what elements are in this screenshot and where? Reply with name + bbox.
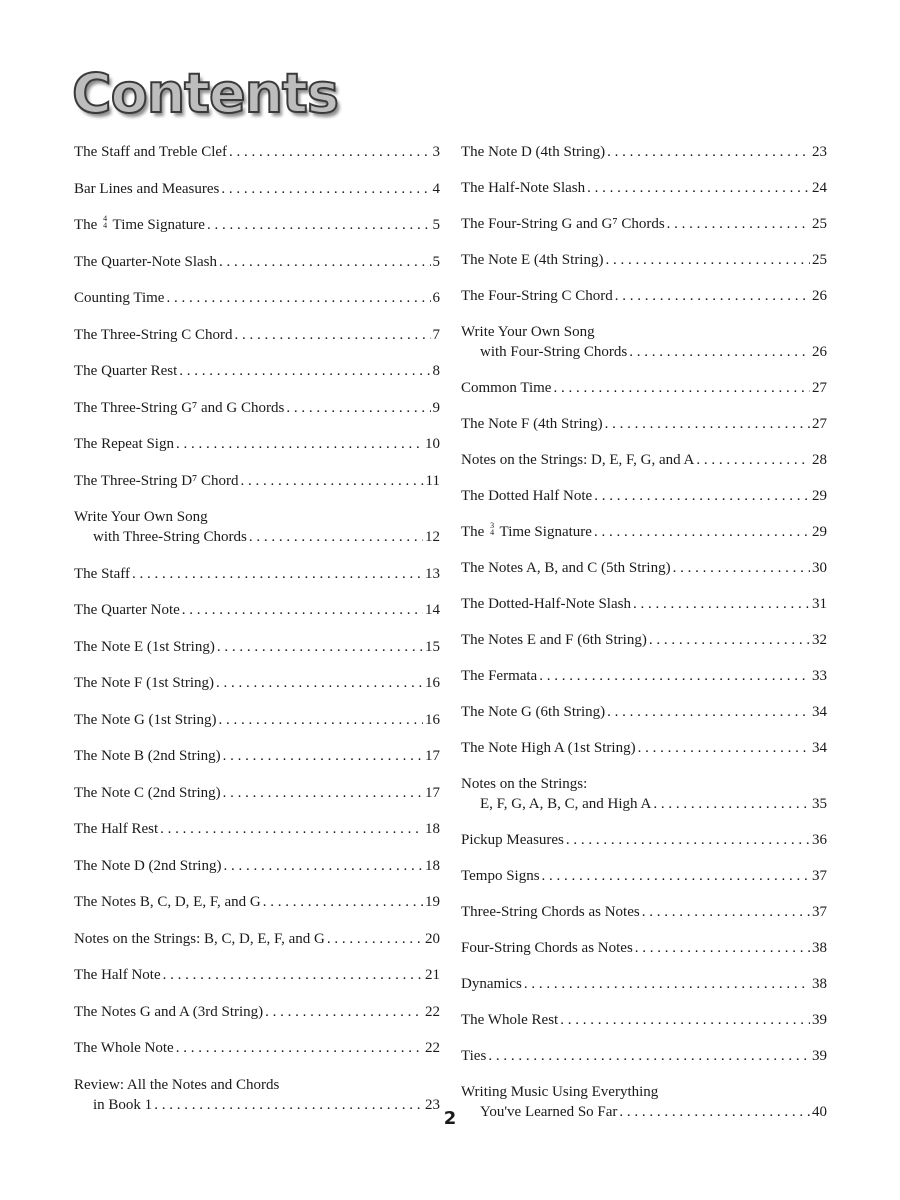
dot-leader	[607, 702, 810, 722]
dot-leader	[629, 342, 810, 362]
toc-entry-title: Counting Time	[74, 290, 165, 306]
dot-leader	[132, 564, 423, 584]
toc-entry[interactable]	[74, 398, 440, 418]
toc-entry[interactable]	[461, 178, 827, 198]
toc-page-number: 30	[812, 560, 827, 576]
dot-leader	[667, 214, 810, 234]
toc-entry-title: The Notes B, C, D, E, F, and G	[74, 894, 261, 910]
toc-entry-title: Bar Lines and Measures	[74, 180, 220, 197]
toc-entry-title: The Quarter Rest	[74, 363, 178, 379]
dot-leader	[587, 178, 810, 198]
toc-page-number: 23	[812, 144, 827, 160]
toc-page-number: 38	[812, 940, 827, 956]
toc-page-number: 16	[425, 711, 440, 728]
toc-entry[interactable]	[74, 600, 440, 620]
toc-page-number: 5	[432, 253, 440, 270]
toc-entry-title: The Half Note	[74, 967, 161, 983]
toc-entry[interactable]	[74, 507, 440, 547]
toc-page-number: 40	[812, 1104, 827, 1120]
dot-leader	[163, 965, 423, 985]
toc-page-number: 32	[812, 632, 827, 648]
dot-leader	[223, 856, 423, 876]
toc-entry-title: The Quarter Note	[74, 602, 180, 618]
toc-page-number: 35	[812, 796, 827, 812]
toc-entry-title: Notes on the Strings:	[461, 776, 588, 792]
toc-entry-title: The 3 4 Time Signature	[461, 521, 592, 540]
dot-leader	[560, 1010, 810, 1030]
toc-entry-title: E, F, G, A, B, C, and High A	[480, 796, 652, 812]
toc-entry-title: The Four-String C Chord	[461, 288, 613, 304]
toc-entry-title: You've Learned So Far	[480, 1104, 618, 1120]
toc-entry-title: The Quarter-Note Slash	[74, 253, 217, 270]
toc-page-number: 37	[812, 868, 827, 884]
toc-entry-title: Notes on the Strings: B, C, D, E, F, and G	[74, 930, 325, 947]
dot-leader	[265, 1002, 423, 1022]
toc-entry-title: The Whole Rest	[461, 1012, 559, 1028]
toc-entry-title: The Note F (1st String)	[74, 675, 214, 691]
dot-leader	[234, 325, 430, 345]
toc-entry[interactable]	[461, 522, 827, 542]
page-number: 2	[443, 1108, 457, 1129]
toc-entry[interactable]	[461, 558, 827, 578]
toc-entry-title: The Staff	[74, 565, 130, 582]
toc-entry-title: The Note G (6th String)	[461, 704, 606, 720]
toc-page-number: 16	[425, 675, 440, 691]
toc-page-number: 24	[812, 180, 827, 196]
toc-page-number: 7	[432, 326, 440, 343]
toc-entry-title: The Half Rest	[74, 821, 159, 837]
toc-page-number: 25	[812, 216, 827, 232]
toc-page-number: 5	[432, 217, 440, 233]
toc-entry-title: The Notes A, B, and C (5th String)	[461, 560, 671, 576]
dot-leader	[607, 142, 810, 162]
time-signature-glyph: 4 4	[103, 214, 108, 230]
dot-leader	[553, 378, 810, 398]
toc-entry[interactable]	[461, 666, 827, 686]
toc-entry-title: The Staff and Treble Clef	[74, 144, 228, 160]
toc-entry[interactable]	[74, 325, 440, 345]
dot-leader	[219, 252, 431, 272]
toc-entry-title: Write Your Own Song	[74, 509, 208, 525]
toc-entry[interactable]	[461, 142, 827, 162]
dot-leader	[263, 892, 423, 912]
toc-entry[interactable]	[74, 746, 440, 766]
dot-leader	[249, 527, 423, 547]
toc-entry-title: with Three-String Chords	[93, 529, 247, 545]
toc-page-number: 23	[425, 1096, 440, 1113]
dot-leader	[286, 398, 430, 418]
toc-page-number: 6	[432, 290, 440, 306]
toc-page-number: 9	[432, 399, 440, 416]
dot-leader	[217, 637, 423, 657]
toc-page-number: 17	[425, 748, 440, 764]
toc-entry-title: Four-String Chords as Notes	[461, 940, 633, 956]
toc-entry-title: The 4 4 Time Signature	[74, 214, 205, 233]
toc-entry-title: Review: All the Notes and Chords	[74, 1076, 280, 1093]
toc-entry-title: The Whole Note	[74, 1040, 174, 1056]
toc-entry-title: The Note E (1st String)	[74, 638, 215, 655]
toc-entry-title: The Fermata	[461, 668, 538, 684]
toc-page-number: 17	[425, 784, 440, 801]
toc-page-number: 33	[812, 668, 827, 684]
toc-page-number: 37	[812, 904, 827, 920]
toc-entry-title: Common Time	[461, 380, 552, 396]
toc-page-number: 4	[432, 180, 440, 197]
toc-entry-title: Dynamics	[461, 976, 522, 992]
toc-entry[interactable]	[74, 637, 440, 657]
toc-entry-title: The Note C (2nd String)	[74, 784, 221, 801]
dot-leader	[673, 558, 810, 578]
toc-entry[interactable]	[74, 361, 440, 381]
dot-leader	[615, 286, 810, 306]
toc-entry[interactable]	[74, 856, 440, 876]
toc-page-number: 20	[425, 930, 440, 947]
dot-leader	[216, 673, 423, 693]
toc-entry-title: Three-String Chords as Notes	[461, 904, 640, 920]
toc-page-number: 36	[812, 832, 827, 848]
dot-leader	[176, 434, 423, 454]
toc-entry[interactable]	[74, 819, 440, 839]
toc-entry-title: Notes on the Strings: D, E, F, G, and A	[461, 452, 695, 468]
dot-leader	[566, 830, 810, 850]
toc-entry[interactable]	[461, 738, 827, 758]
dot-leader	[539, 666, 810, 686]
toc-entry[interactable]	[74, 673, 440, 693]
toc-page-number: 34	[812, 704, 827, 720]
toc-page-number: 26	[812, 288, 827, 304]
toc-entry[interactable]	[461, 702, 827, 722]
toc-entry[interactable]	[74, 929, 440, 949]
dot-leader	[642, 902, 810, 922]
dot-leader	[176, 1038, 423, 1058]
toc-page-number: 19	[425, 894, 440, 910]
toc-entry[interactable]	[74, 179, 440, 199]
toc-entry-title: The Note G (1st String)	[74, 711, 217, 728]
dot-leader	[166, 288, 430, 308]
toc-page-number: 13	[425, 565, 440, 582]
toc-entry-title: The Four-String G and G⁷ Chords	[461, 216, 665, 232]
toc-entry[interactable]	[461, 322, 827, 362]
dot-leader	[223, 746, 423, 766]
dot-leader	[594, 522, 810, 542]
toc-entry-title: The Dotted Half Note	[461, 488, 593, 504]
toc-entry-title: The Note High A (1st String)	[461, 740, 636, 756]
toc-page-number: 39	[812, 1012, 827, 1028]
toc-entry[interactable]	[461, 250, 827, 270]
toc-entry-title: The Dotted-Half-Note Slash	[461, 596, 631, 612]
dot-leader	[605, 250, 810, 270]
dot-leader	[223, 783, 423, 803]
dot-leader	[179, 361, 430, 381]
time-signature-glyph: 3 4	[490, 521, 495, 537]
toc-entry-title: Write Your Own Song	[461, 324, 595, 340]
toc-page-number: 12	[425, 529, 440, 545]
dot-leader	[221, 179, 430, 199]
dot-leader	[524, 974, 810, 994]
dot-leader	[594, 486, 810, 506]
dot-leader	[488, 1046, 810, 1066]
toc-entry[interactable]	[74, 215, 440, 235]
toc-entry[interactable]	[74, 252, 440, 272]
toc-page-number: 29	[812, 524, 827, 540]
toc-entry-title: The Notes E and F (6th String)	[461, 632, 647, 648]
toc-entry[interactable]	[74, 434, 440, 454]
toc-entry-title: The Repeat Sign	[74, 436, 174, 452]
toc-entry-title: The Three-String D⁷ Chord	[74, 472, 239, 489]
dot-leader	[696, 450, 810, 470]
toc-entry-title: The Three-String C Chord	[74, 326, 233, 343]
toc-entry[interactable]	[461, 1046, 827, 1066]
toc-entry[interactable]	[74, 1038, 440, 1058]
toc-entry[interactable]	[74, 564, 440, 584]
toc-entry[interactable]	[461, 1010, 827, 1030]
toc-entry[interactable]	[461, 414, 827, 434]
toc-page-number: 11	[425, 472, 440, 489]
dot-leader	[649, 630, 810, 650]
dot-leader	[605, 414, 810, 434]
toc-page-number: 22	[425, 1040, 440, 1056]
toc-entry[interactable]	[461, 450, 827, 470]
toc-entry[interactable]	[461, 214, 827, 234]
dot-leader	[218, 710, 423, 730]
toc-entry[interactable]	[461, 486, 827, 506]
toc-entry[interactable]	[74, 892, 440, 912]
toc-entry[interactable]	[461, 974, 827, 994]
toc-entry-title: The Note B (2nd String)	[74, 748, 221, 764]
toc-page-number: 27	[812, 416, 827, 432]
toc-entry-title: Ties	[461, 1048, 487, 1064]
toc-entry[interactable]	[461, 286, 827, 306]
page-title: Contents	[72, 62, 339, 125]
toc-page-number: 25	[812, 252, 827, 268]
toc-page-number: 3	[432, 144, 440, 160]
toc-entry-title: Pickup Measures	[461, 832, 564, 848]
toc-entry-title: The Note E (4th String)	[461, 252, 604, 268]
dot-leader	[542, 866, 810, 886]
dot-leader	[653, 794, 810, 814]
toc-page-number: 27	[812, 380, 827, 396]
toc-page-number: 22	[425, 1003, 440, 1020]
toc-entry[interactable]	[74, 965, 440, 985]
toc-entry-title: The Note D (2nd String)	[74, 857, 222, 874]
toc-page-number: 15	[425, 638, 440, 655]
toc-entry-title: The Note F (4th String)	[461, 416, 603, 432]
toc-page-number: 21	[425, 967, 440, 983]
toc-entry-title: The Notes G and A (3rd String)	[74, 1003, 264, 1020]
toc-entry-title: Tempo Signs	[461, 868, 540, 884]
contents-column-left	[74, 142, 440, 1131]
toc-entry-title: with Four-String Chords	[480, 344, 628, 360]
toc-page-number: 29	[812, 488, 827, 504]
toc-page-number: 38	[812, 976, 827, 992]
toc-page-number: 18	[425, 821, 440, 837]
toc-entry[interactable]	[74, 471, 440, 491]
toc-page-number: 31	[812, 596, 827, 612]
dot-leader	[229, 142, 430, 162]
toc-page-number: 14	[425, 602, 440, 618]
toc-page-number: 10	[425, 436, 440, 452]
dot-leader	[638, 738, 810, 758]
toc-page-number: 18	[425, 857, 440, 874]
toc-entry-title: The Three-String G⁷ and G Chords	[74, 399, 285, 416]
toc-entry[interactable]	[461, 938, 827, 958]
toc-entry[interactable]	[461, 902, 827, 922]
dot-leader	[635, 938, 810, 958]
toc-entry-title: Writing Music Using Everything	[461, 1084, 659, 1100]
toc-entry[interactable]	[461, 594, 827, 614]
toc-page-number: 34	[812, 740, 827, 756]
toc-entry-title: in Book 1	[93, 1096, 153, 1113]
toc-entry[interactable]	[74, 142, 440, 162]
toc-entry-title: The Note D (4th String)	[461, 144, 606, 160]
toc-entry[interactable]	[74, 783, 440, 803]
toc-page-number: 39	[812, 1048, 827, 1064]
toc-entry[interactable]	[74, 1002, 440, 1022]
dot-leader	[160, 819, 423, 839]
dot-leader	[241, 471, 424, 491]
toc-entry-title: The Half-Note Slash	[461, 180, 586, 196]
dot-leader	[182, 600, 423, 620]
dot-leader	[633, 594, 810, 614]
toc-entry[interactable]	[461, 630, 827, 650]
contents-column-right	[461, 142, 827, 1138]
dot-leader	[327, 929, 423, 949]
toc-page-number: 8	[432, 363, 440, 379]
toc-entry[interactable]	[74, 710, 440, 730]
toc-page-number: 26	[812, 344, 827, 360]
toc-entry[interactable]	[74, 288, 440, 308]
toc-entry[interactable]	[461, 866, 827, 886]
toc-page-number: 28	[812, 452, 827, 468]
toc-entry[interactable]	[461, 378, 827, 398]
toc-entry[interactable]	[461, 774, 827, 814]
toc-entry[interactable]	[461, 830, 827, 850]
dot-leader	[207, 215, 431, 235]
